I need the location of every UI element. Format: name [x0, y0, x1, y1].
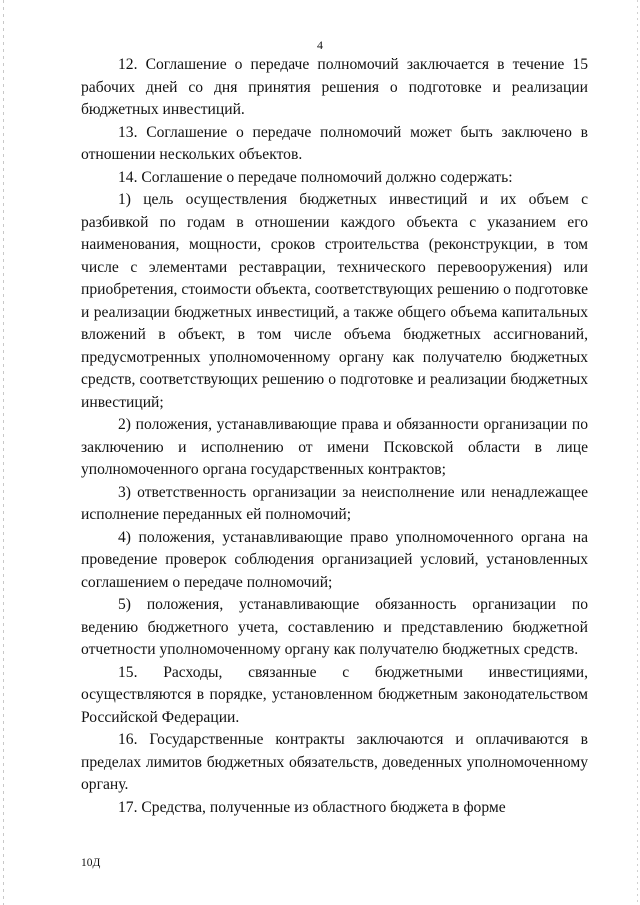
paragraph-14-item-2: 2) положения, устанавливающие права и обязанности организации по заключению и исполнению от имени Псковской области в лице уполномоченного органа государственных контрактов; — [81, 416, 588, 478]
paragraph-16: 16. Государственные контракты заключаются и оплачиваются в пределах лимитов бюджетных обязательств, доведенных уполномоченному органу. — [81, 731, 588, 793]
paragraph-14: 14. Соглашение о передаче полномочий должно содержать: — [118, 168, 513, 186]
scan-left-edge — [3, 0, 4, 905]
page-number: 4 — [317, 38, 323, 52]
footer-code: 10Д — [81, 857, 101, 869]
paragraph-14-item-4: 4) положения, устанавливающие право уполномоченного органа на проведение проверок соблюдения организацией условий, установленных соглашением о передаче полномочий; — [81, 528, 588, 591]
paragraph-15: 15. Расходы, связанные с бюджетными инвестициями, осуществляются в порядке, установленном бюджетным законодательством Российской Федерации. — [81, 663, 588, 726]
paragraph-12: 12. Соглашение о передаче полномочий заключается в течение 15 рабочих дней со дня принятия решения о подготовке и реализации бюджетных инвестиций. — [81, 56, 588, 118]
paragraph-14-item-1: 1) цель осуществления бюджетных инвестиций и их объем с разбивкой по годам в отношении каждого объекта с указанием его наименования, мощности, сроков строительства (реконструкции, в том числе с элементами реставрации, технического перевооружения) или приобретения, стоимости объекта, соответствующих решению о подготовке и реализации бюджетных инвестиций, а также общего объема капитальных вложений в объект, в том числе объема бюджетных ассигнований, предусмотренных уполномоченному органу как получателю бюджетных средств, соответствующих решению о подготовке и реализации бюджетных инвестиций; — [81, 191, 588, 411]
paragraph-13: 13. Соглашение о передаче полномочий может быть заключено в отношении нескольких объектов. — [81, 123, 588, 163]
document-body — [81, 54, 588, 819]
paragraph-14-item-3: 3) ответственность организации за неисполнение или ненадлежащее исполнение переданных ей полномочий; — [81, 483, 588, 523]
scan-right-edge — [637, 0, 638, 905]
paragraph-17: 17. Средства, полученные из областного бюджета в форме — [118, 798, 506, 816]
paragraph-14-item-5: 5) положения, устанавливающие обязанность организации по ведению бюджетного учета, составлению и представлению бюджетной отчетности уполномоченному органу как получателю бюджетных средств. — [81, 596, 588, 658]
